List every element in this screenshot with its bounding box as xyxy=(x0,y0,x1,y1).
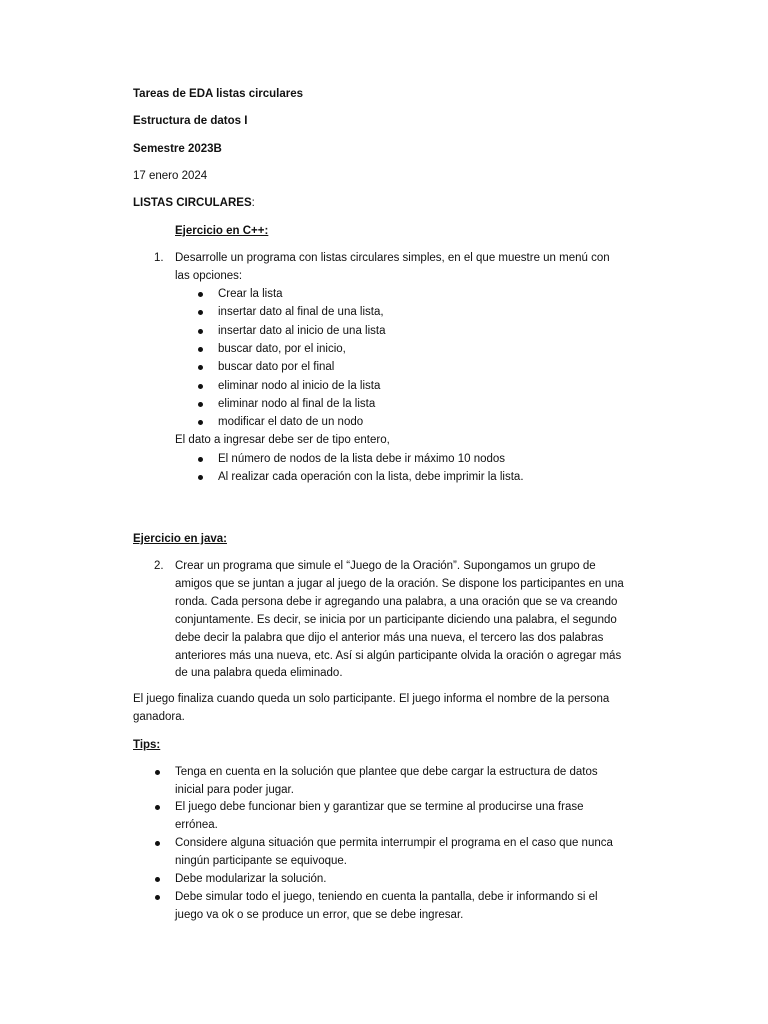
bullet-icon xyxy=(198,329,203,334)
tip-line: errónea. xyxy=(175,819,218,831)
option-label: insertar dato al inicio de una lista xyxy=(218,325,386,337)
bullet-icon xyxy=(155,841,160,846)
exercise1-note: El dato a ingresar debe ser de tipo entero, xyxy=(175,434,390,446)
bullet-icon xyxy=(198,365,203,370)
option-label: buscar dato por el final xyxy=(218,361,335,373)
exercise2-end-line: ganadora. xyxy=(133,711,185,723)
tips-heading: Tips: xyxy=(133,739,161,751)
bullet-icon xyxy=(198,420,203,425)
exercise2-text-line: debe decir la palabra que dijo el anterior más una nueva, el tercero las dos palabras xyxy=(175,632,604,644)
bullet-icon xyxy=(198,475,203,480)
section-heading xyxy=(133,194,255,212)
exercise2-text-line: anteriores más una nueva, etc. Así si algún participante olvida la oración o agregar más xyxy=(175,650,622,662)
tip-line: Debe simular todo el juego, teniendo en cuenta la pantalla, debe ir informando si el xyxy=(175,891,598,903)
option-label: buscar dato, por el inicio, xyxy=(218,343,346,355)
tip-line: El juego debe funcionar bien y garantizar que se termine al producirse una frase xyxy=(175,801,584,813)
course-name: Estructura de datos I xyxy=(133,115,248,127)
tip-line: Tenga en cuenta en la solución que plantee que debe cargar la estructura de datos xyxy=(175,766,598,778)
exercise2-text-line: ronda. Cada persona debe ir agregando una palabra, a una oración que se va creando xyxy=(175,596,618,608)
option-label: eliminar nodo al inicio de la lista xyxy=(218,380,381,392)
option-label: Crear la lista xyxy=(218,288,283,300)
exercise1-text-line: las opciones: xyxy=(175,270,243,282)
option-label: eliminar nodo al final de la lista xyxy=(218,398,376,410)
exercise2-number: 2. xyxy=(154,560,164,572)
bullet-icon xyxy=(198,457,203,462)
bullet-icon xyxy=(155,770,160,775)
constraint-label: El número de nodos de la lista debe ir máximo 10 nodos xyxy=(218,453,506,465)
exercise2-text-line: amigos que se juntan a jugar al juego de la oración. Se dispone los participantes en una xyxy=(175,578,624,590)
bullet-icon xyxy=(198,384,203,389)
exercise1-text-line: Desarrolle un programa con listas circulares simples, en el que muestre un menú con xyxy=(175,252,610,264)
tip-line: Debe modularizar la solución. xyxy=(175,873,327,885)
bullet-icon xyxy=(155,877,160,882)
exercise2-end-line: El juego finaliza cuando queda un solo participante. El juego informa el nombre de la persona xyxy=(133,693,610,705)
section-heading-colon: : xyxy=(251,197,255,209)
exercise2-text-line: conjuntamente. Es decir, se inicia por un participante diciendo una palabra, el segundo xyxy=(175,614,617,626)
bullet-icon xyxy=(198,292,203,297)
tip-line: inicial para poder jugar. xyxy=(175,784,294,796)
bullet-icon xyxy=(198,310,203,315)
bullet-icon xyxy=(198,347,203,352)
constraint-label: Al realizar cada operación con la lista, debe imprimir la lista. xyxy=(218,471,524,483)
tip-line: Considere alguna situación que permita interrumpir el programa en el caso que nunca xyxy=(175,837,613,849)
document-title: Tareas de EDA listas circulares xyxy=(133,88,304,100)
exercise2-heading: Ejercicio en java: xyxy=(133,533,227,545)
exercise1-number: 1. xyxy=(154,252,164,264)
exercise2-text-line: de una palabra queda eliminado. xyxy=(175,667,343,679)
semester-label: Semestre 2023B xyxy=(133,143,222,155)
date-label: 17 enero 2024 xyxy=(133,170,208,182)
exercise2-text-line: Crear un programa que simule el “Juego de la Oración”. Supongamos un grupo de xyxy=(175,560,596,572)
bullet-icon xyxy=(155,895,160,900)
bullet-icon xyxy=(155,805,160,810)
tip-line: ningún participante se equivoque. xyxy=(175,855,347,867)
option-label: insertar dato al final de una lista, xyxy=(218,306,384,318)
option-label: modificar el dato de un nodo xyxy=(218,416,364,428)
tip-line: juego va ok o se produce un error, que se debe ingresar. xyxy=(175,909,464,921)
section-heading-text: LISTAS CIRCULARES xyxy=(133,197,252,209)
bullet-icon xyxy=(198,402,203,407)
exercise1-heading: Ejercicio en C++: xyxy=(175,225,269,237)
